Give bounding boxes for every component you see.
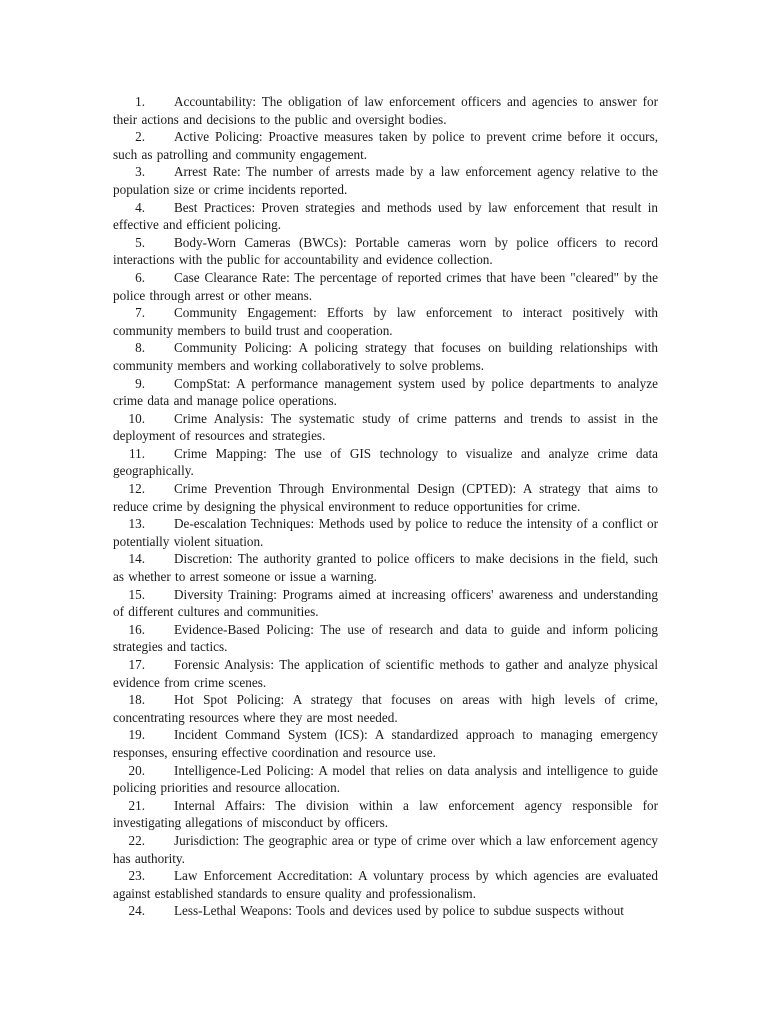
entry-text: Hot Spot Policing: A strategy that focuses on areas with high levels of crime, concentrating resources where they are most needed. [113,692,658,725]
glossary-list [113,93,658,920]
glossary-entry [113,902,658,920]
entry-number: 3. [135,164,145,180]
entry-number: 7. [135,305,145,321]
entry-text: Body-Worn Cameras (BWCs): Portable cameras worn by police officers to record interactions with the public for accountability and evidence collection. [113,234,658,268]
entry-text: Crime Prevention Through Environmental Design (CPTED): A strategy that aims to reduce crime by designing the physical environment to reduce opportunities for crime. [113,481,658,514]
glossary-entry [113,586,658,621]
entry-number: 14. [128,551,145,567]
entry-text: Jurisdiction: The geographic area or type of crime over which a law enforcement agency has authority. [113,832,658,866]
glossary-entry [113,93,658,128]
glossary-entry [113,621,658,656]
entry-text: Accountability: The obligation of law enforcement officers and agencies to answer for their actions and decisions to the public and oversight bodies. [113,94,658,127]
entry-text: Intelligence-Led Policing: A model that relies on data analysis and intelligence to guide policing priorities and resource allocation. [113,762,658,796]
glossary-entry [113,199,658,234]
glossary-entry [113,269,658,304]
glossary-entry [113,726,658,761]
glossary-entry [113,410,658,445]
entry-number: 21. [128,797,145,813]
entry-number: 16. [128,621,145,637]
entry-number: 2. [135,129,145,145]
entry-number: 22. [128,832,145,848]
entry-text: Law Enforcement Accreditation: A voluntary process by which agencies are evaluated against established standards to ensure quality and professionalism. [113,868,658,901]
entry-number: 5. [135,234,145,250]
entry-text: Diversity Training: Programs aimed at increasing officers' awareness and understanding of different cultures and communities. [113,586,658,620]
entry-text: Case Clearance Rate: The percentage of reported crimes that have been "cleared" by the police through arrest or other means. [113,269,658,303]
entry-number: 8. [135,340,145,356]
glossary-entry [113,550,658,585]
entry-number: 23. [128,868,145,884]
glossary-entry [113,656,658,691]
entry-text: De-escalation Techniques: Methods used by police to reduce the intensity of a conflict or potentially violent situation. [113,516,658,549]
entry-number: 6. [135,269,145,285]
entry-number: 19. [128,727,145,743]
glossary-entry [113,234,658,269]
entry-text: CompStat: A performance management system used by police departments to analyze crime data and manage police operations. [113,375,658,409]
glossary-entry [113,445,658,480]
entry-number: 10. [128,410,145,426]
entry-text: Evidence-Based Policing: The use of research and data to guide and inform policing strategies and tactics. [113,621,658,655]
glossary-entry [113,691,658,726]
glossary-entry [113,128,658,163]
entry-text: Less-Lethal Weapons: Tools and devices used by police to subdue suspects without [174,903,624,919]
glossary-entry [113,762,658,797]
entry-text: Forensic Analysis: The application of scientific methods to gather and analyze physical evidence from crime scenes. [113,657,658,690]
entry-number: 9. [135,375,145,391]
entry-text: Incident Command System (ICS): A standardized approach to managing emergency responses, ensuring effective coordination and resource use. [113,727,658,760]
entry-text: Internal Affairs: The division within a law enforcement agency responsible for investigating allegations of misconduct by officers. [113,797,658,831]
entry-number: 17. [128,657,145,672]
entry-number: 11. [129,445,145,461]
glossary-entry [113,797,658,832]
entry-number: 24. [128,903,145,919]
entry-number: 13. [128,516,145,532]
entry-text: Community Engagement: Efforts by law enforcement to interact positively with community members to build trust and cooperation. [113,305,658,338]
entry-text: Arrest Rate: The number of arrests made by a law enforcement agency relative to the population size or crime incidents reported. [113,164,658,197]
entry-number: 12. [128,481,145,497]
entry-text: Discretion: The authority granted to police officers to make decisions in the field, such as whether to arrest someone or issue a warning. [113,551,658,585]
glossary-entry [113,480,658,515]
entry-text: Crime Analysis: The systematic study of crime patterns and trends to assist in the deployment of resources and strategies. [113,410,658,444]
glossary-entry [113,515,658,550]
entry-text: Best Practices: Proven strategies and methods used by law enforcement that result in effective and efficient policing. [113,199,658,233]
entry-number: 15. [128,586,145,602]
entry-number: 18. [128,692,145,708]
glossary-entry [113,375,658,410]
entry-number: 20. [128,762,145,778]
glossary-entry [113,163,658,198]
glossary-entry [113,832,658,867]
entry-text: Crime Mapping: The use of GIS technology to visualize and analyze crime data geographically. [113,445,658,479]
entry-number: 1. [135,94,145,109]
glossary-entry [113,867,658,902]
entry-number: 4. [135,199,145,215]
entry-text: Community Policing: A policing strategy that focuses on building relationships with community members and working collaboratively to solve problems. [113,340,658,373]
glossary-entry [113,339,658,374]
entry-text: Active Policing: Proactive measures taken by police to prevent crime before it occurs, such as patrolling and community engagement. [113,129,658,162]
glossary-entry [113,304,658,339]
